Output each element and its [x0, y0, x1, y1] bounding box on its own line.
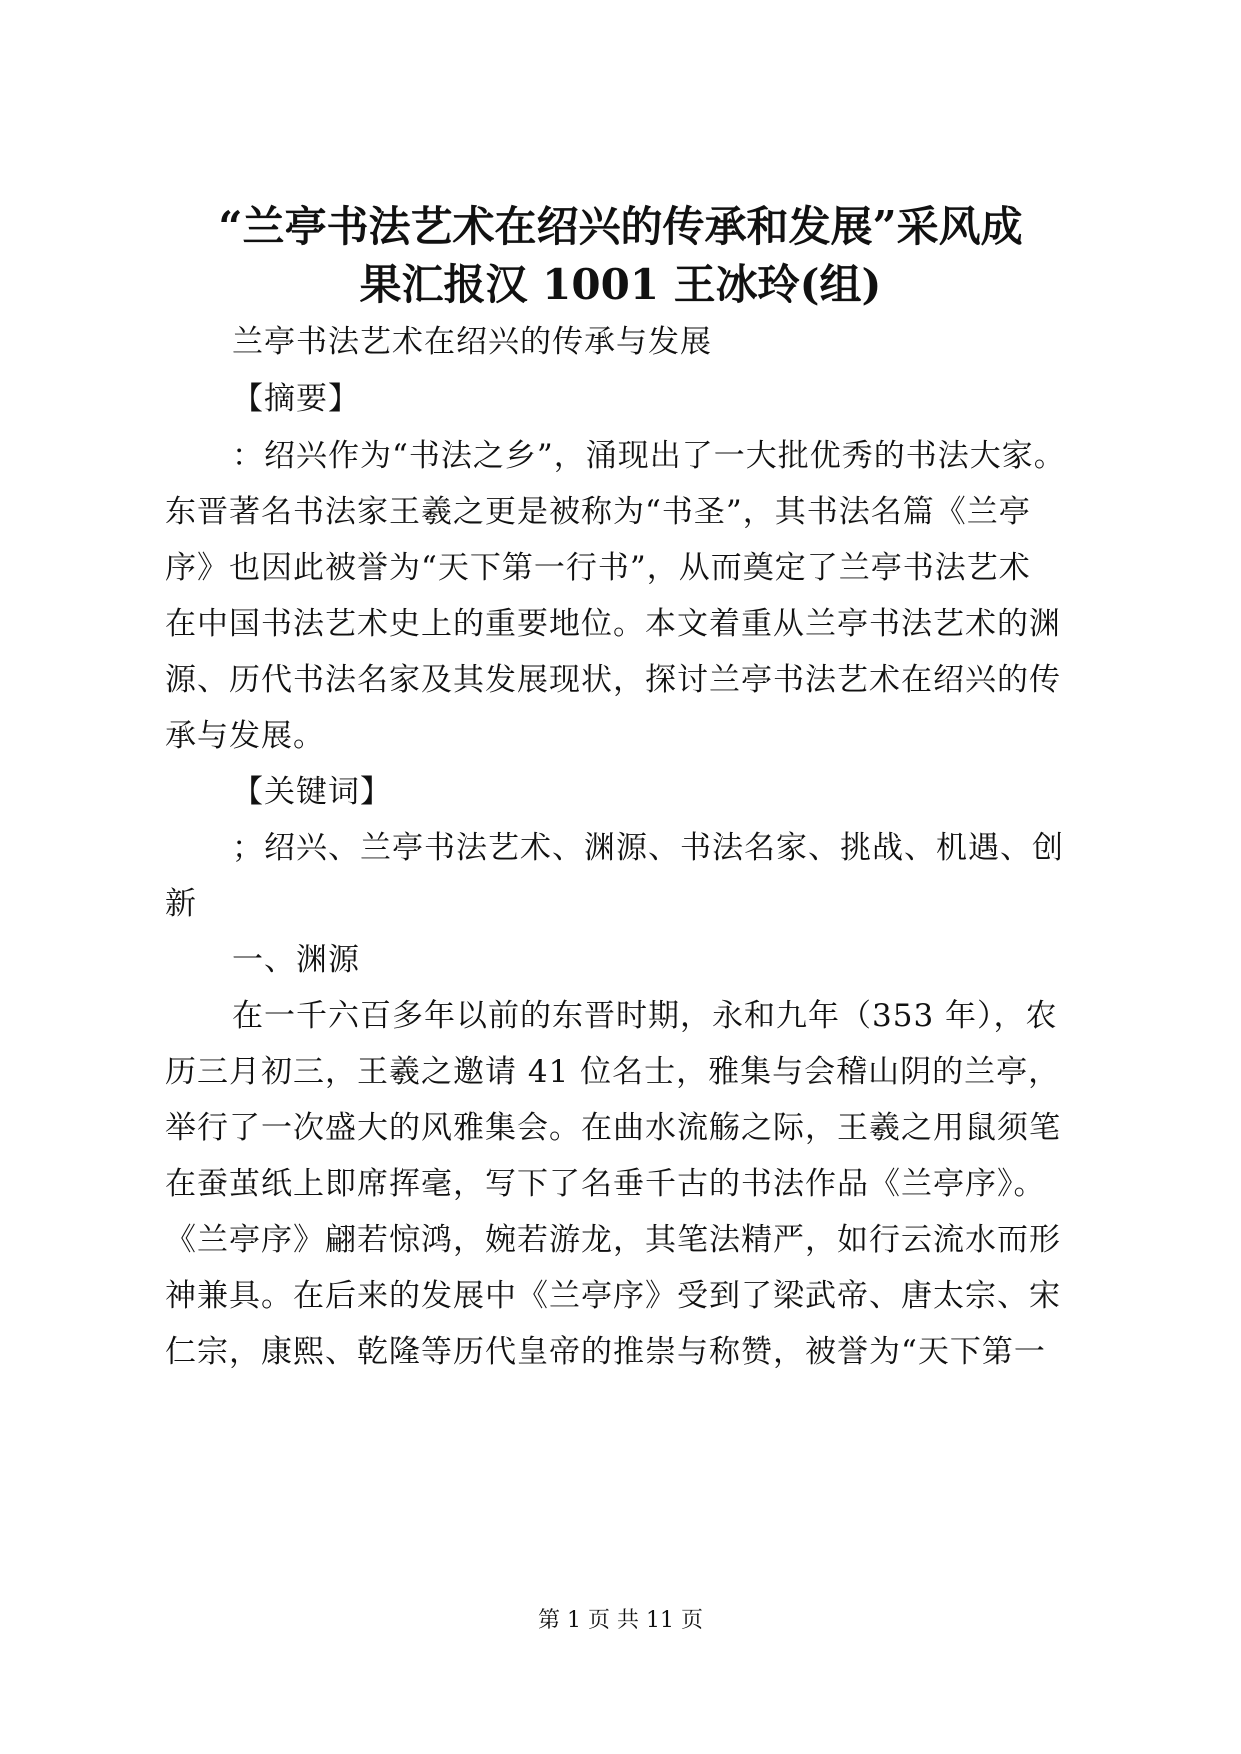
body-line: 在蚕茧纸上即席挥毫，写下了名垂千古的书法作品《兰亭序》。: [165, 1166, 1046, 1202]
abstract-line: 在中国书法艺术史上的重要地位。本文着重从兰亭书法艺术的渊: [165, 606, 1061, 642]
section-heading: 一、渊源: [232, 942, 360, 978]
page-number-footer: 第 1 页 共 11 页: [538, 1608, 703, 1633]
document-title: [150, 198, 1091, 314]
body-line: 《兰亭序》翩若惊鸿，婉若游龙，其笔法精严，如行云流水而形: [165, 1222, 1061, 1258]
abstract-line: 东晋著名书法家王羲之更是被称为“书圣”，其书法名篇《兰亭: [165, 494, 1031, 530]
keywords-line: ；绍兴、兰亭书法艺术、渊源、书法名家、挑战、机遇、创: [232, 830, 1064, 866]
body-line: 在一千六百多年以前的东晋时期，永和九年（353 年），农: [232, 998, 1058, 1034]
subtitle: 兰亭书法艺术在绍兴的传承与发展: [232, 324, 712, 360]
keywords-heading: 【关键词】: [232, 774, 392, 810]
body-line: 举行了一次盛大的风雅集会。在曲水流觞之际，王羲之用鼠须笔: [165, 1110, 1061, 1146]
title-line-2: 果汇报汉 1001 王冰玲(组): [359, 260, 882, 309]
keywords-line: 新: [165, 886, 197, 922]
abstract-heading: 【摘要】: [232, 381, 360, 417]
abstract-line: 序》也因此被誉为“天下第一行书”，从而奠定了兰亭书法艺术: [165, 550, 1031, 586]
body-line: 仁宗，康熙、乾隆等历代皇帝的推崇与称赞，被誉为“天下第一: [165, 1334, 1046, 1370]
body-line: 历三月初三，王羲之邀请 41 位名士，雅集与会稽山阴的兰亭，: [165, 1054, 1061, 1090]
abstract-line: 源、历代书法名家及其发展现状，探讨兰亭书法艺术在绍兴的传: [165, 662, 1061, 698]
abstract-line: ：绍兴作为“书法之乡”，涌现出了一大批优秀的书法大家。: [232, 438, 1066, 474]
body-line: 神兼具。在后来的发展中《兰亭序》受到了梁武帝、唐太宗、宋: [165, 1278, 1061, 1314]
abstract-line: 承与发展。: [165, 718, 325, 754]
title-line-1: “兰亭书法艺术在绍兴的传承和发展”采风成: [218, 202, 1023, 251]
